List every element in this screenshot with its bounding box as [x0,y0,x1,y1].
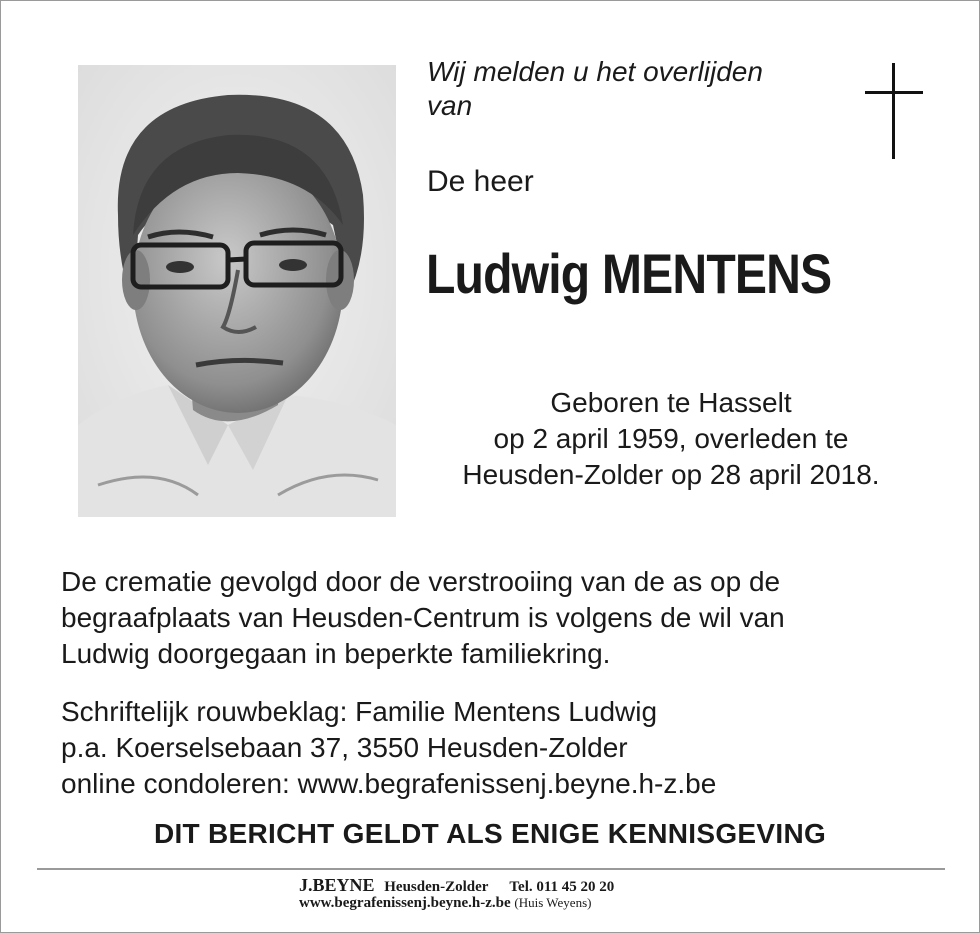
intro-line: Wij melden u het overlijden [427,56,763,87]
funeral-home-website[interactable]: www.begrafenissenj.beyne.h-z.be [299,895,511,911]
cross-icon [865,63,923,159]
birth-line: Heusden-Zolder op 28 april 2018. [462,459,880,490]
portrait-illustration [78,65,396,517]
birth-line: op 2 april 1959, overleden te [493,423,849,454]
body-line: begraafplaats van Heusden-Centrum is volgens de wil van [61,602,785,633]
birth-line: Geboren te Hasselt [550,387,792,418]
divider [37,868,945,870]
notice-banner: DIT BERICHT GELDT ALS ENIGE KENNISGEVING [153,818,827,849]
announcement-intro [427,55,847,123]
body-line: Ludwig doorgegaan in beperkte familiekring. [61,638,611,669]
contact-details [61,694,941,802]
funeral-home-place: Heusden-Zolder [384,879,489,895]
contact-line: p.a. Koerselsebaan 37, 3550 Heusden-Zolder [61,732,628,763]
funeral-home-name: J.BEYNE [299,875,375,895]
condolence-link[interactable]: online condoleren: www.begrafenissenj.beyne.h-z.be [61,768,717,799]
body-line: De crematie gevolgd door de verstrooiing van de as op de [61,566,781,597]
cremation-text [61,564,941,672]
salutation: De heer [427,165,534,198]
birth-death-details [421,385,921,493]
intro-line: van [427,90,473,121]
funeral-home-phone: Tel. 011 45 20 20 [509,879,615,895]
contact-line: Schriftelijk rouwbeklag: Familie Mentens Ludwig [61,696,658,727]
funeral-home-house: (Huis Weyens) [514,895,592,910]
portrait-photo [78,65,396,517]
deceased-name: Ludwig MENTENS [426,242,832,305]
